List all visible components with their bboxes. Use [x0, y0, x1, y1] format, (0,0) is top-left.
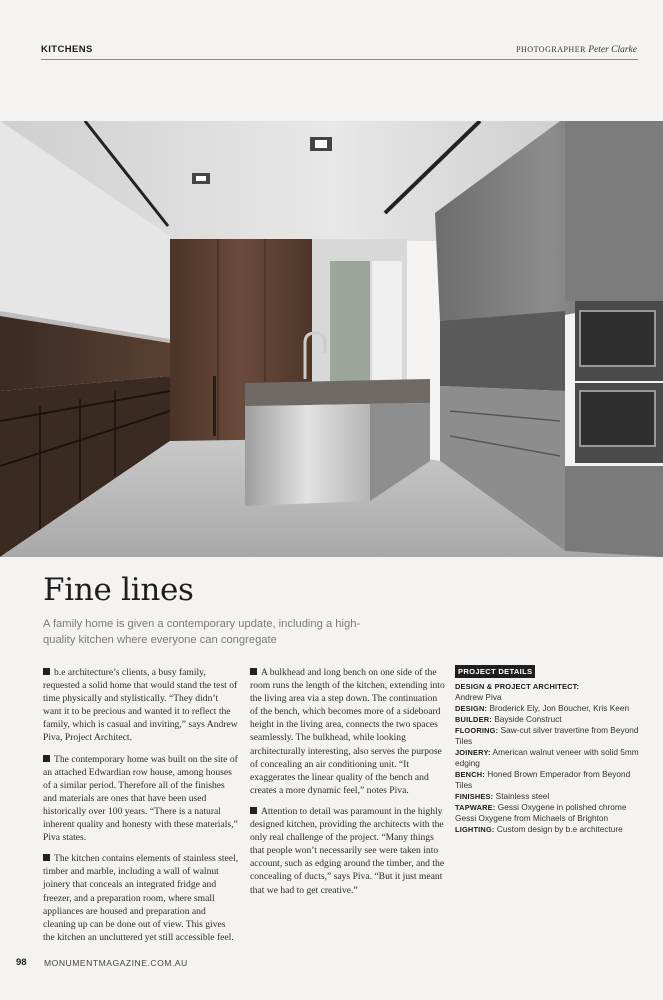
body-column-2: [250, 666, 445, 905]
paragraph-bullet-icon: [43, 668, 50, 675]
detail-row: DESIGN: Broderick Ely, Jon Boucher, Kris Keen: [455, 703, 630, 713]
body-paragraph: Attention to detail was paramount in the highly designed kitchen, providing the architects with the only real challenge of the project. “Many things that people won’t necessarily see were taken into account, such as edging around the timber, and the concealing of ducts,” says Piva. “But it just meant that we had to get creative.”: [250, 805, 445, 896]
detail-row: DESIGN & PROJECT ARCHITECT: Andrew Piva: [455, 682, 580, 702]
detail-row: FLOORING: Saw-cut silver travertine from Beyond Tiles: [455, 725, 639, 746]
body-paragraph: A bulkhead and long bench on one side of the room runs the length of the kitchen, extending into the living area via a step down. The continuation of the bench, which becomes more of a sideboard height in the living area, connects the two spaces seamlessly. The bulkhead, while looking architecturally interesting, also serves the purpose of concealing an air conditioning unit. “It exaggerates the linear quality of the bench and creates a more dynamic feel,” notes Piva.: [250, 667, 445, 796]
magazine-url[interactable]: MONUMENTMAGAZINE.COM.AU: [44, 958, 188, 968]
detail-row: JOINERY: American walnut veneer with solid 5mm edging: [455, 747, 639, 768]
article-headline: Fine lines: [43, 572, 194, 608]
project-details-title: PROJECT DETAILS: [455, 665, 535, 678]
paragraph-bullet-icon: [250, 668, 257, 675]
body-column-1: [43, 666, 239, 952]
paragraph-bullet-icon: [43, 755, 50, 762]
header-divider: [41, 59, 638, 60]
body-paragraph: The contemporary home was built on the site of an attached Edwardian row house, among houses of a similar period. Therefore all of the finishes and materials are ones that have been used historically over 100 years. “There is a natural inherent quality and honesty with these materials,” Piva states.: [43, 753, 238, 844]
body-paragraph: b.e architecture’s clients, a busy family, requested a solid home that would stand the test of time physically and stylistically. “They didn’t want it to be precious and wanted it to reflect the family, which is casual and inviting,” says Andrew Piva, Project Architect.: [43, 667, 238, 744]
photographer-credit: [516, 44, 637, 55]
detail-row: FINISHES: Stainless steel: [455, 791, 550, 801]
paragraph-bullet-icon: [250, 807, 257, 814]
photographer-label: PHOTOGRAPHER: [516, 45, 586, 54]
project-details: [455, 665, 640, 835]
body-paragraph: The kitchen contains elements of stainless steel, timber and marble, including a wall of walnut joinery that conceals an integrated fridge and freezer, and a preparation room, where small appliances are housed and preparation and cleaning up can be done out of view. This gives the kitchen an uncluttered yet still accessible feel.: [43, 853, 239, 943]
kitchen-photo: [0, 121, 663, 557]
detail-row: BENCH: Honed Brown Emperador from Beyond Tiles: [455, 769, 631, 790]
article-standfirst: A family home is given a contemporary update, including a high-quality kitchen where everyone can congregate: [43, 618, 361, 646]
detail-row: TAPWARE: Gessi Oxygene in polished chrome Gessi Oxygene from Michaels of Brighton: [455, 802, 627, 823]
section-label: KITCHENS: [41, 44, 93, 55]
paragraph-bullet-icon: [43, 854, 50, 861]
page-number: 98: [16, 957, 27, 968]
detail-row: LIGHTING: Custom design by b.e architecture: [455, 824, 623, 834]
detail-row: BUILDER: Bayside Construct: [455, 714, 562, 724]
photographer-name: Peter Clarke: [588, 45, 637, 55]
